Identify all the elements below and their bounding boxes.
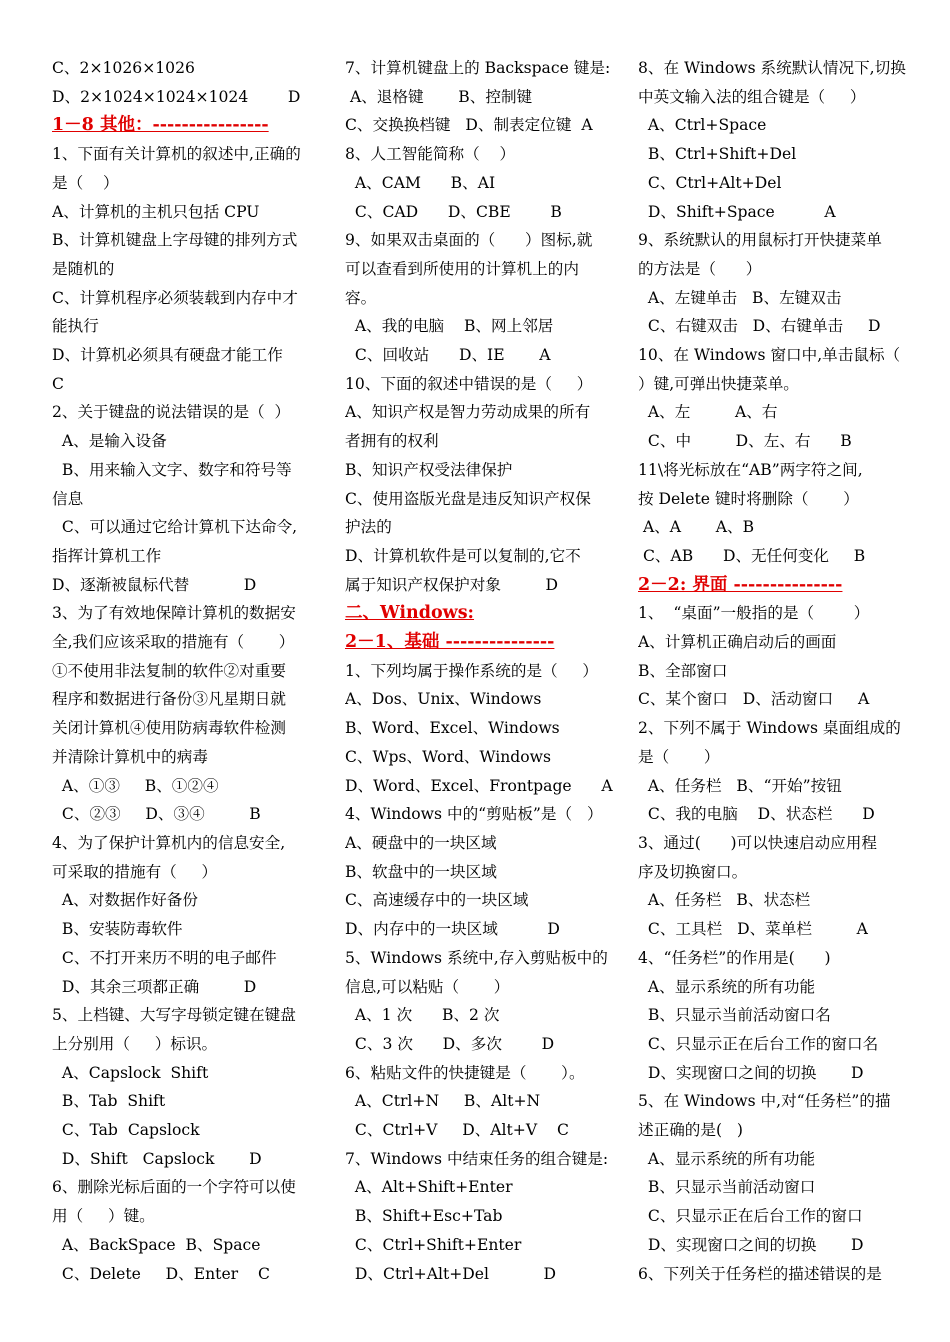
text-line: 1、下面有关计算机的叙述中,正确的 <box>52 145 301 164</box>
text-line: D、内存中的一块区域 D <box>345 920 560 939</box>
text-line: 8、人工智能简称（ ） <box>345 145 516 164</box>
section-heading: 1－8 其他：---------------- <box>52 115 269 136</box>
section-heading: 2－1、基础 --------------- <box>345 632 555 653</box>
text-line: A、A A、B <box>638 518 755 537</box>
text-line: 4、Windows 中的“剪贴板”是（ ） <box>345 805 603 824</box>
text-line: 全,我们应该采取的措施有（ ） <box>52 633 295 652</box>
text-line: A、是输入设备 <box>52 432 167 451</box>
section-heading: 2－2: 界面 --------------- <box>638 574 843 595</box>
text-line: A、Capslock Shift <box>52 1063 209 1082</box>
text-line: B、只显示当前活动窗口 <box>638 1178 816 1197</box>
text-line: 5、Windows 系统中,存入剪贴板中的 <box>345 948 608 967</box>
text-line: D、2×1024×1024×1024 D <box>52 87 301 106</box>
text-line: 序及切换窗口。 <box>638 862 748 881</box>
text-line: C、CAD D、CBE B <box>345 202 562 221</box>
text-line: C、Tab Capslock <box>52 1121 200 1140</box>
text-line: A、对数据作好备份 <box>52 891 198 910</box>
text-line: A、Alt+Shift+Enter <box>345 1178 513 1197</box>
text-line: 的方法是（ ） <box>638 259 762 278</box>
text-line: C、Ctrl+Shift+Enter <box>345 1235 522 1254</box>
text-line: 上分别用（ ）标识。 <box>52 1034 218 1053</box>
text-line: 9、系统默认的用鼠标打开快捷菜单 <box>638 231 882 250</box>
text-line: 容。 <box>345 288 377 307</box>
text-line: C <box>52 374 64 393</box>
text-line: 按 Delete 键时将删除（ ） <box>638 489 859 508</box>
text-line: 3、通过( )可以快速启动应用程 <box>638 833 877 852</box>
text-line: ）键,可弹出快捷菜单。 <box>638 374 799 393</box>
text-line: 6、删除光标后面的一个字符可以使 <box>52 1178 296 1197</box>
text-line: D、Ctrl+Alt+Del D <box>345 1264 557 1283</box>
left-column <box>52 54 320 1288</box>
text-line: C、Delete D、Enter C <box>52 1264 270 1283</box>
text-line: B、安装防毒软件 <box>52 920 183 939</box>
text-line: 2、关于键盘的说法错误的是（ ） <box>52 403 291 422</box>
text-line: B、Ctrl+Shift+Del <box>638 145 797 164</box>
text-line: B、全部窗口 <box>638 661 728 680</box>
text-line: B、只显示当前活动窗口名 <box>638 1006 831 1025</box>
text-line: A、左键单击 B、左键双击 <box>638 288 842 307</box>
text-line: C、不打开来历不明的电子邮件 <box>52 948 277 967</box>
text-line: D、计算机必须具有硬盘才能工作 <box>52 346 283 365</box>
text-line: D、实现窗口之间的切换 D <box>638 1235 864 1254</box>
text-line: C、Ctrl+V D、Alt+V C <box>345 1121 569 1140</box>
text-line: D、Word、Excel、Frontpage A <box>345 776 613 795</box>
text-line: 能执行 <box>52 317 99 336</box>
text-line: A、左 A、右 <box>638 403 778 422</box>
text-line: 11\将光标放在“AB”两字符之间, <box>638 460 863 479</box>
text-line: C、中 D、左、右 B <box>638 432 852 451</box>
text-line: A、显示系统的所有功能 <box>638 977 816 996</box>
text-line: 6、下列关于任务栏的描述错误的是 <box>638 1264 882 1283</box>
text-line: B、用来输入文字、数字和符号等 <box>52 460 292 479</box>
text-line: 用（ ）键。 <box>52 1207 155 1226</box>
text-line: A、硬盘中的一块区域 <box>345 833 497 852</box>
section-heading: 二、Windows: <box>345 603 475 624</box>
text-line: 可采取的措施有（ ） <box>52 862 218 881</box>
text-line: 1、 “桌面”一般指的是（ ） <box>638 604 870 623</box>
text-line: C、Ctrl+Alt+Del <box>638 173 782 192</box>
text-line: C、只显示正在后台工作的窗口 <box>638 1207 863 1226</box>
text-line: 4、为了保护计算机内的信息安全, <box>52 833 286 852</box>
text-line: B、Tab Shift <box>52 1092 166 1111</box>
text-line: A、CAM B、AI <box>345 173 496 192</box>
text-line: B、计算机键盘上字母键的排列方式 <box>52 231 298 250</box>
text-line: 7、Windows 中结束任务的组合键是: <box>345 1149 609 1168</box>
text-line: D、其余三项都正确 D <box>52 977 257 996</box>
text-line: C、交换换档键 D、制表定位键 A <box>345 116 593 135</box>
text-line: 10、在 Windows 窗口中,单击鼠标（ <box>638 346 901 365</box>
text-line: 9、如果双击桌面的（ ）图标,就 <box>345 231 593 250</box>
text-line: 10、下面的叙述中错误的是（ ） <box>345 374 593 393</box>
text-line: C、回收站 D、IE A <box>345 346 551 365</box>
text-line: A、计算机的主机只包括 CPU <box>52 202 260 221</box>
text-line: C、②③ D、③④ B <box>52 805 261 824</box>
text-line: D、Shift Capslock D <box>52 1149 262 1168</box>
text-line: 并清除计算机中的病毒 <box>52 747 208 766</box>
text-line: A、计算机正确启动后的画面 <box>638 633 837 652</box>
text-line: C、3 次 D、多次 D <box>345 1034 555 1053</box>
text-line: 1、下列均属于操作系统的是（ ） <box>345 661 599 680</box>
text-line: 信息,可以粘贴（ ） <box>345 977 510 996</box>
text-line: D、逐渐被鼠标代替 D <box>52 575 257 594</box>
text-line: 是（ ） <box>638 747 720 766</box>
text-line: A、BackSpace B、Space <box>52 1235 261 1254</box>
text-line: A、Ctrl+Space <box>638 116 767 135</box>
text-line: C、AB D、无任何变化 B <box>638 546 866 565</box>
text-line: 属于知识产权保护对象 D <box>345 575 559 594</box>
text-line: C、我的电脑 D、状态栏 D <box>638 805 875 824</box>
text-line: 指挥计算机工作 <box>52 546 162 565</box>
text-line: D、实现窗口之间的切换 D <box>638 1063 864 1082</box>
text-line: C、2×1026×1026 <box>52 59 195 77</box>
text-line: 2、下列不属于 Windows 桌面组成的 <box>638 719 901 738</box>
text-line: B、知识产权受法律保护 <box>345 460 513 479</box>
text-line: 信息 <box>52 489 84 508</box>
text-line: 7、计算机键盘上的 Backspace 键是: <box>345 59 611 77</box>
text-line: B、Word、Excel、Windows <box>345 719 560 738</box>
text-line: D、计算机软件是可以复制的,它不 <box>345 546 581 565</box>
text-line: C、Wps、Word、Windows <box>345 747 552 766</box>
text-line: B、软盘中的一块区域 <box>345 862 497 881</box>
text-line: 关闭计算机④使用防病毒软件检测 <box>52 719 286 738</box>
text-line: A、任务栏 B、状态栏 <box>638 891 811 910</box>
text-line: 8、在 Windows 系统默认情况下,切换 <box>638 59 906 77</box>
middle-column <box>345 54 613 1288</box>
text-line: 5、上档键、大写字母锁定键在键盘 <box>52 1006 296 1025</box>
text-line: 程序和数据进行备份③凡星期日就 <box>52 690 286 709</box>
text-line: 6、粘贴文件的快捷键是（ ）。 <box>345 1063 585 1082</box>
text-line: 4、“任务栏”的作用是( ) <box>638 948 831 967</box>
text-line: A、①③ B、①②④ <box>52 776 219 795</box>
text-line: C、某个窗口 D、活动窗口 A <box>638 690 870 709</box>
right-column <box>638 54 906 1288</box>
text-line: A、退格键 B、控制键 <box>345 87 533 106</box>
text-line: 3、为了有效地保障计算机的数据安 <box>52 604 296 623</box>
text-line: A、Ctrl+N B、Alt+N <box>345 1092 541 1111</box>
text-line: C、工具栏 D、菜单栏 A <box>638 920 868 939</box>
text-line: D、Shift+Space A <box>638 202 836 221</box>
text-line: A、知识产权是智力劳动成果的所有 <box>345 403 591 422</box>
text-line: 是随机的 <box>52 259 115 278</box>
text-line: 述正确的是( ) <box>638 1121 744 1140</box>
text-line: B、Shift+Esc+Tab <box>345 1207 503 1226</box>
text-line: C、计算机程序必须装载到内存中才 <box>52 288 298 307</box>
text-line: C、右键双击 D、右键单击 D <box>638 317 881 336</box>
text-line: 者拥有的权利 <box>345 432 439 451</box>
text-line: C、可以通过它给计算机下达命令, <box>52 518 298 537</box>
text-line: 可以查看到所使用的计算机上的内 <box>345 259 579 278</box>
text-line: A、我的电脑 B、网上邻居 <box>345 317 554 336</box>
text-line: A、1 次 B、2 次 <box>345 1006 500 1025</box>
text-line: 中英文输入法的组合键是（ ） <box>638 87 866 106</box>
text-line: A、Dos、Unix、Windows <box>345 690 542 709</box>
text-line: A、显示系统的所有功能 <box>638 1149 816 1168</box>
text-line: 5、在 Windows 中,对“任务栏”的描 <box>638 1092 891 1111</box>
text-line: A、任务栏 B、“开始”按钮 <box>638 776 842 795</box>
text-line: 护法的 <box>345 518 392 537</box>
text-line: 是（ ） <box>52 173 119 192</box>
text-line: ①不使用非法复制的软件②对重要 <box>52 661 286 680</box>
text-line: C、只显示正在后台工作的窗口名 <box>638 1034 879 1053</box>
text-line: C、使用盗版光盘是违反知识产权保 <box>345 489 591 508</box>
text-line: C、高速缓存中的一块区域 <box>345 891 529 910</box>
